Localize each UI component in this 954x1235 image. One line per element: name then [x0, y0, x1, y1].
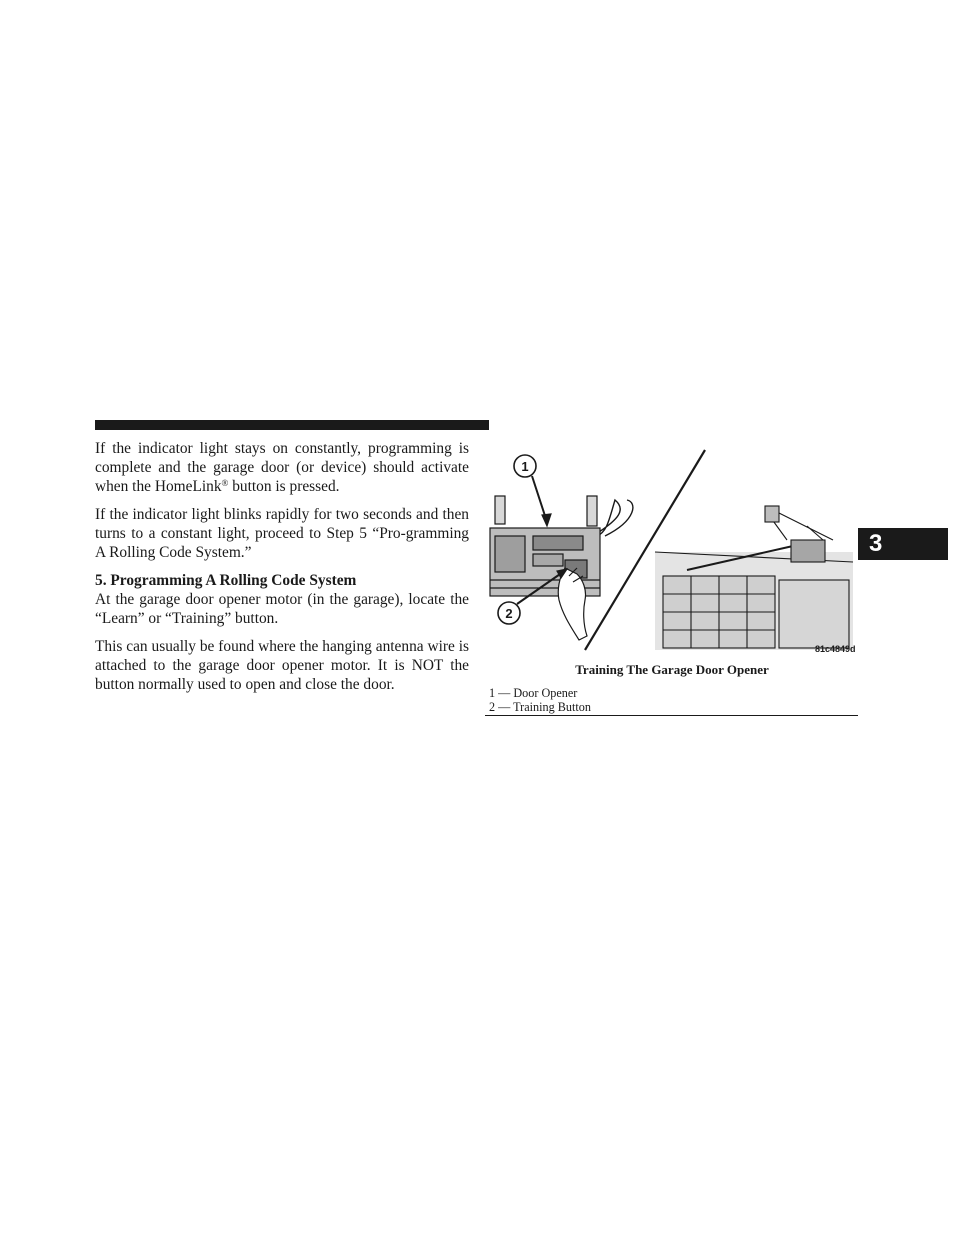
- paragraph-text: If the indicator light stays on constantly, programming is complete and the garage door (or device) should activate when the HomeLink: [95, 440, 469, 495]
- section-top-rule: [95, 420, 489, 430]
- garage-door-scene: [655, 506, 853, 650]
- body-text-column: [95, 439, 469, 694]
- step-5-heading: 5. Programming A Rolling Code System: [95, 572, 357, 589]
- figure-caption: Training The Garage Door Opener: [575, 662, 769, 677]
- paragraph-indicator-constant: [95, 439, 469, 496]
- garage-opener-illustration: [487, 440, 857, 660]
- callout-1-label: 1: [521, 459, 529, 474]
- figure-legend: [489, 686, 858, 714]
- paragraph-locate-button: At the garage door opener motor (in the garage), locate the “Learn” or “Training” button.: [95, 591, 469, 627]
- paragraph-indicator-blinks: If the indicator light blinks rapidly for two seconds and then turns to a constant light, proceed to Step 5 “Pro-gramming A Rolling Code System.”: [95, 506, 469, 561]
- chapter-tab: 3: [858, 528, 948, 560]
- figure-code: 81c4849d: [815, 644, 856, 654]
- legend-bottom-rule: [485, 715, 858, 716]
- legend-item: 2 — Training Button: [489, 700, 591, 714]
- paragraph-antenna-wire: This can usually be found where the hanging antenna wire is attached to the garage door opener motor. It is NOT the button normally used to open and close the door.: [95, 638, 469, 693]
- paragraph-text-end: button is pressed.: [228, 478, 340, 495]
- legend-item: 1 — Door Opener: [489, 686, 578, 700]
- registered-mark: ®: [221, 478, 229, 488]
- callout-2-label: 2: [505, 606, 513, 621]
